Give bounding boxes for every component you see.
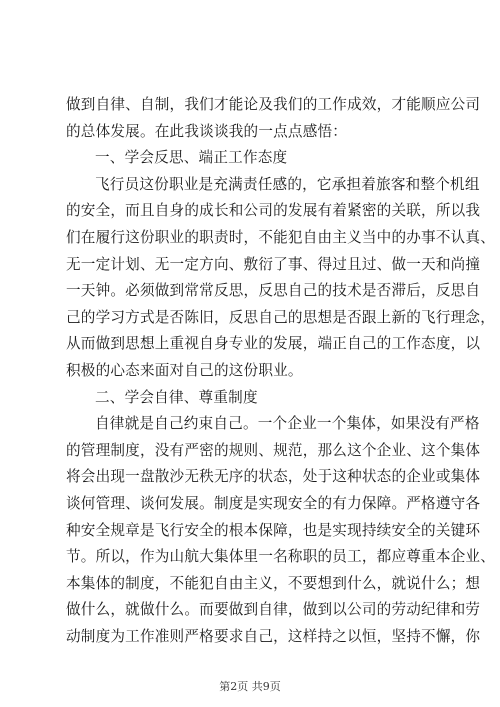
text-line: 的总体发展。在此我谈谈我的一点点感悟：	[66, 122, 348, 140]
text-line: 谈何管理、谈何发展。制度是实现安全的有力保障。严格遵守各	[66, 494, 481, 512]
text-line: 从而做到思想上重视自身专业的发展，端正自己的工作态度，以	[66, 335, 481, 353]
section-heading: 一、学会反思、端正工作态度	[95, 149, 288, 167]
text-line: 的管理制度，没有严密的规则、规范，那么这个企业、这个集体	[66, 441, 481, 459]
text-line: 种安全规章是飞行安全的根本保障，也是实现持续安全的关键环	[66, 521, 481, 539]
text-line: 做什么，就做什么。而要做到自律，做到以公司的劳动纪律和劳	[66, 601, 481, 619]
text-line: 一天钟。必须做到常常反思，反思自己的技术是否滞后，反思自	[66, 282, 481, 300]
text-line: 无一定计划、无一定方向、敷衍了事、得过且过、做一天和尚撞	[66, 255, 481, 273]
section-heading: 二、学会自律、尊重制度	[95, 388, 258, 406]
body-text	[66, 92, 496, 650]
text-line: 积极的心态来面对自己的这份职业。	[66, 361, 303, 379]
page-footer: 第2页 共9页	[219, 680, 281, 693]
text-line: 将会出现一盘散沙无秩无序的状态，处于这种状态的企业或集体	[66, 468, 481, 486]
text-line: 的安全，而且自身的成长和公司的发展有着紧密的关联，所以我	[66, 202, 481, 220]
text-line: 飞行员这份职业是充满责任感的，它承担着旅客和整个机组	[95, 175, 480, 193]
text-line: 们在履行这份职业的职责时，不能犯自由主义当中的办事不认真、	[66, 228, 496, 246]
text-line: 动制度为工作准则严格要求自己，这样持之以恒，坚持不懈，你	[66, 627, 481, 645]
text-line: 节。所以，作为山航大集体里一名称职的员工，都应尊重本企业、	[66, 548, 496, 566]
text-line: 做到自律、自制，我们才能论及我们的工作成效，才能顺应公司	[66, 96, 481, 113]
text-line: 自律就是自己约束自己。一个企业一个集体，如果没有严格	[95, 415, 480, 433]
text-line: 本集体的制度，不能犯自由主义，不要想到什么，就说什么；想	[66, 574, 481, 592]
text-line: 己的学习方式是否陈旧，反思自己的思想是否跟上新的飞行理念，	[66, 308, 496, 326]
